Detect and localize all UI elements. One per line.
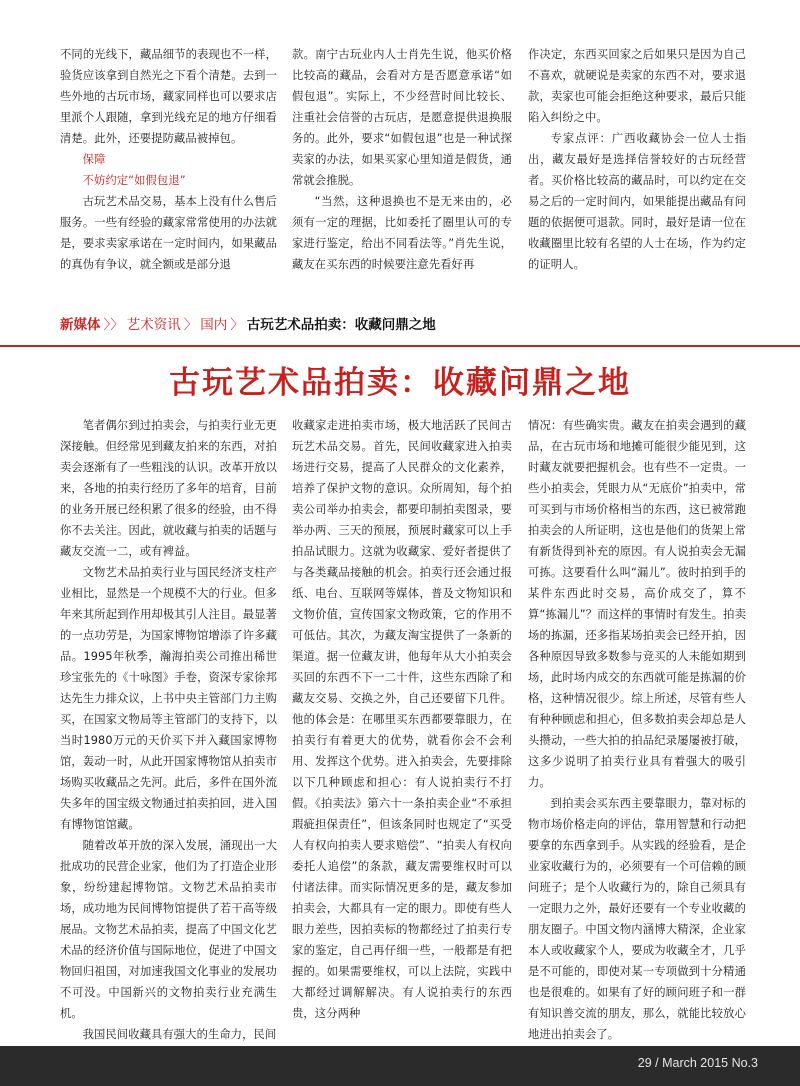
paragraph: 笔者偶尔到过拍卖会，与拍卖行业无更深接触。但经常见到藏友拍来的东西，对拍卖会逐渐有了一些粗浅的认识。改革开放以来，各地的拍卖行经历了多年的培育，目前的业务开展已经积累了很多的经验，由不得你不去关注。因此，就收藏与拍卖的话题与藏友交流一二，或有裨益。 (60, 419, 277, 558)
paragraph: “当然，这种退换也不是无来由的，必须有一定的理据，比如委托了圈里认可的专家进行鉴定，给出不同看法等。”肖先生说，藏友在买东西的时候要注意先看好再 (292, 195, 512, 271)
paragraph: 我国民间收藏具有强大的生命力，民间 (82, 1028, 277, 1041)
article-column-1 (60, 415, 277, 1045)
section-subheading: 不妨约定“如假包退” (82, 174, 186, 187)
article-column-2 (292, 415, 512, 1024)
breadcrumb-root[interactable]: 新媒体 (60, 317, 101, 333)
paragraph: 不同的光线下，藏品细节的表现也不一样，验货应该拿到自然光之下看个清楚。去到一些外地的古玩市场，藏家同样也可以要求店里派个人跟随，拿到光线充足的地方仔细看清楚。此外，还要提防藏品被掉包。 (60, 48, 277, 145)
paragraph: 古玩艺术品交易，基本上没有什么售后服务。一些有经验的藏家常常使用的办法就是，要求卖家承诺在一定时间内，如果藏品的真伪有争议，就全额或是部分退 (60, 195, 277, 271)
breadcrumb-separator: 〉 (183, 317, 198, 333)
section-subheading: 保障 (82, 153, 106, 166)
paragraph: 情况：有些确实贵。藏友在拍卖会遇到的藏品，在古玩市场和地摊可能很少能见到，这时藏友就要把握机会。也有些不一定贵。一些小拍卖会，凭眼力从“无底价”拍卖中，常可买到与市场价格相当的东西，这已被常跑拍卖会的人所证明，这也是他们的货架上常有新货得到补充的原因。有人说拍卖会无漏可拣。这要看什么叫“漏儿”。彼时拍到手的某件东西此时交易，高价成交了，算不算“拣漏儿”？而这样的事情时有发生。拍卖场的拣漏，还多指某场拍卖会已经开拍，因各种原因导致多数参与竞买的人未能如期到场，此时场内成交的东西就可能是拣漏的价格，这种情况很少。综上所述，尽管有些人有种种顾虑和担心，但多数拍卖会却总是人头攒动，一些大拍的拍品纪录屡屡被打破，这多少说明了拍卖行业具有着强大的吸引力。 (528, 419, 746, 789)
article-title: 古玩艺术品拍卖：收藏问鼎之地 (169, 365, 631, 401)
paragraph: 随着改革开放的深入发展，涌现出一大批成功的民营企业家，他们为了打造企业形象，纷纷建起博物馆。文物艺术品拍卖市场，成功地为民间博物馆提供了若干高等级展品。文物艺术品拍卖，提高了中国文化艺术品的经济价值与国际地位，促进了中国文物回归祖国，对加速我国文化事业的发展功不可没。中国新兴的文物拍卖行业充满生机。 (60, 839, 277, 1020)
paragraph: 款。南宁古玩业内人士肖先生说，他买价格比较高的藏品，会看对方是否愿意承诺“如假包退”。实际上，不少经营时间比较长、注重社会信誉的古玩店，是愿意提供退换服务的。此外，要求“如假包退”也是一种试探卖家的办法，如果买家心里知道是假货，通常就会推脱。 (292, 48, 512, 187)
breadcrumb-separator: 〉 (230, 317, 244, 333)
top-column-3 (528, 44, 746, 275)
article-column-3 (528, 415, 746, 1045)
page-footer (0, 1046, 800, 1086)
top-column-1 (60, 44, 277, 275)
breadcrumb-item-domestic[interactable]: 国内 (200, 317, 228, 333)
breadcrumb-item-art-news[interactable]: 艺术资讯 (126, 317, 181, 333)
paragraph: 收藏家走进拍卖市场，极大地活跃了民间古玩艺术品交易。首先，民间收藏家进入拍卖场进行交易，提高了人民群众的文化素养，培养了保护文物的意识。众所周知，每个拍卖公司举办拍卖会，都要印制拍卖图录，要举办两、三天的预展，预展时藏家可以上手拍品试眼力。这就为收藏家、爱好者提供了与各类藏品接触的机会。拍卖行还会通过报纸、电台、互联网等媒体，普及文物知识和文物价值，宣传国家文物政策，它的作用不可低估。其次，为藏友淘宝提供了一条新的渠道。据一位藏友讲，他每年从大小拍卖会买回的东西不下一二十件，这些东西除了和藏友交易、交换之外，自己还要留下几件。他的体会是：在哪里买东西都要靠眼力，在拍卖行有着更大的优势，就看你会不会利用、发挥这个优势。进入拍卖会，先要排除以下几种顾虑和担心：有人说拍卖行不打假。《拍卖法》第六十一条拍卖企业“不承担瑕疵担保责任”，但该条同时也规定了“买受人有权向拍卖人要求赔偿”、“拍卖人有权向委托人追偿”的条款，藏友需要维权时可以付诸法律。而实际情况更多的是，藏友参加拍卖会，大都具有一定的眼力。即使有些人眼力差些，因拍卖标的物都经过了拍卖行专家的鉴定，自己再仔细一些，一般都是有把握的。如果需要维权，可以上法院，实践中大都经过调解解决。有人说拍卖行的东西贵，这分两种 (292, 419, 512, 1020)
paragraph: 到拍卖会买东西主要靠眼力，靠对标的物市场价格走向的评估，靠用智慧和行动把要拿的东西拿到手。从实践的经验看，是企业家收藏行为的，必须要有一个可信赖的顾问班子；是个人收藏行为的，除自己须具有一定眼力之外，最好还要有一个专业收藏的朋友圈子。中国文物内涵博大精深，企业家本人或收藏家个人，要成为收藏全才，几乎是不可能的，即使对某一专项做到十分精通也是很难的。如果有了好的顾问班子和一群有知识善交流的朋友，那么，就能比较放心地进出拍卖会了。 (528, 797, 746, 1041)
paragraph: 专家点评：广西收藏协会一位人士指出，藏友最好是选择信誉较好的古玩经营者。买价格比较高的藏品时，可以约定在交易之后的一定时间内，如果能提出藏品有问题的依据便可退款。同时，最好是请一位在收藏圈里比较有名望的人士在场，作为约定的证明人。 (528, 132, 746, 271)
page-number: 29 / March 2015 No.3 (637, 1056, 758, 1070)
section-divider (0, 345, 800, 347)
breadcrumb-separator: 〉〉 (103, 317, 124, 333)
breadcrumb-current: 古玩艺术品拍卖：收藏问鼎之地 (246, 317, 436, 333)
paragraph: 作决定，东西买回家之后如果只是因为自己不喜欢，就硬说是卖家的东西不对，要求退款，卖家也可能会拒绝这种要求，最后只能陷入纠纷之中。 (528, 48, 746, 124)
paragraph: 文物艺术品拍卖行业与国民经济支柱产业相比，显然是一个规模不大的行业。但多年来其所起到作用却极其引人注目。最显著的一点功劳是，为国家博物馆增添了许多藏品。1995年秋季，瀚海拍卖公司推出稀世珍宝张先的《十咏图》手卷，资深专家徐邦达先生力排众议，上书中央主管部门力主购买，在国家文物局等主管部门的支持下，以当时1980万元的天价买下并入藏国家博物馆，轰动一时，从此开国家博物馆从拍卖市场购买收藏品之先河。此后，多件在国外流失多年的国宝级文物通过拍卖拍回，进入国有博物馆馆藏。 (60, 566, 277, 831)
breadcrumb (60, 315, 760, 335)
top-column-2 (292, 44, 512, 275)
